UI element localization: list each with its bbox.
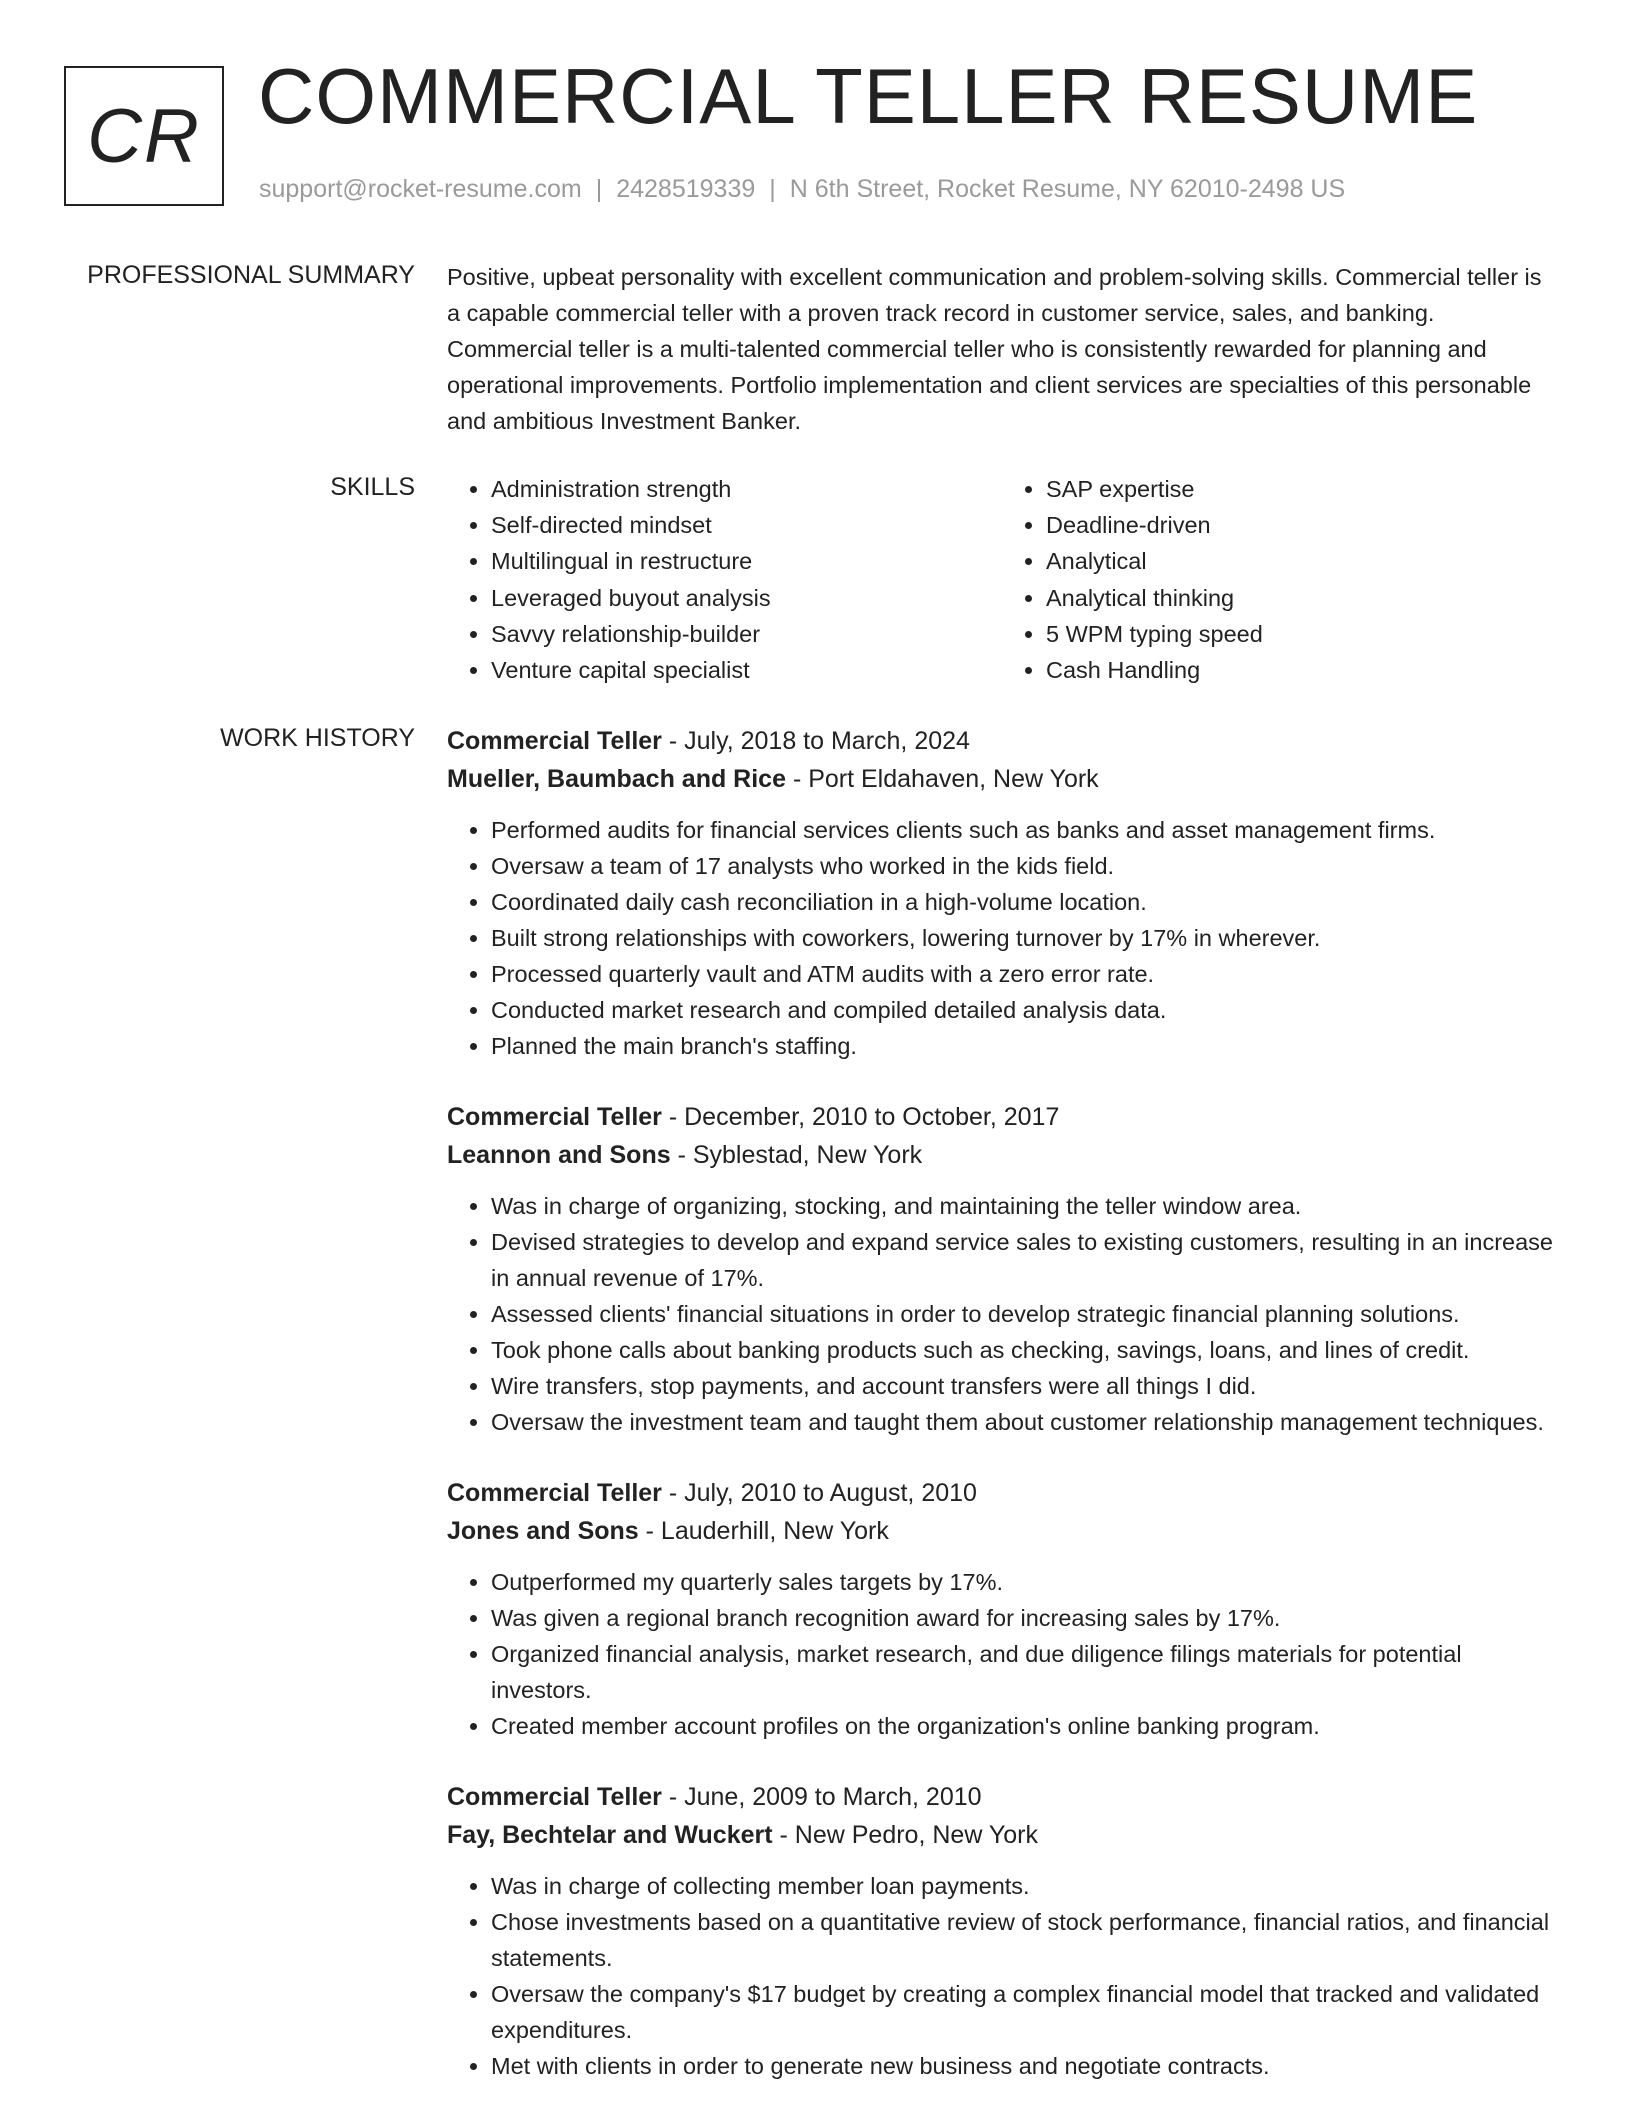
job-bullets — [447, 1188, 1557, 1440]
work-history-heading: WORK HISTORY — [220, 724, 415, 752]
skill-item: • Self-directed mindset — [491, 507, 1002, 543]
job-bullet: • Processed quarterly vault and ATM audits with a zero error rate. — [491, 956, 1557, 992]
job-title-line — [447, 1474, 1557, 1512]
job-bullet: • Was in charge of collecting member loan payments. — [491, 1868, 1557, 1904]
job-title-line — [447, 1778, 1557, 1816]
job-bullet: • Assessed clients' financial situations in order to develop strategic financial planning solutions. — [491, 1296, 1557, 1332]
summary-text: Positive, upbeat personality with excellent communication and problem-solving skills. Commercial teller is a capable commercial teller with a proven track record in customer service, sales, and banking. Commercial teller is a multi-talented commercial teller who is consistently rewarded for planning and operational improvements. Portfolio implementation and client services are specialties of this personable and ambitious Investment Banker. — [447, 264, 1542, 434]
job-company: Fay, Bechtelar and Wuckert — [447, 1821, 773, 1849]
job-entry — [447, 1778, 1557, 2084]
job-location: - Lauderhill, New York — [638, 1517, 889, 1545]
job-title: Commercial Teller — [447, 1479, 662, 1507]
resume-title: COMMERCIAL TELLER RESUME — [258, 52, 1479, 140]
contact-phone[interactable]: 2428519339 — [616, 175, 756, 203]
job-company: Mueller, Baumbach and Rice — [447, 765, 786, 793]
job-bullet: • Met with clients in order to generate new business and negotiate contracts. — [491, 2048, 1557, 2084]
skill-item: • Multilingual in restructure — [491, 543, 1002, 579]
work-history-body — [447, 722, 1557, 2118]
skill-item: • Analytical — [1046, 543, 1557, 579]
contact-separator: | — [595, 175, 603, 203]
job-bullet: • Oversaw the company's $17 budget by creating a complex financial model that tracked and validated expenditures. — [491, 1976, 1557, 2048]
job-dates: - July, 2018 to March, 2024 — [661, 727, 970, 755]
job-dates: - June, 2009 to March, 2010 — [661, 1783, 982, 1811]
monogram-logo: CR — [64, 66, 224, 206]
skill-item: • SAP expertise — [1046, 471, 1557, 507]
skills-column-right — [1002, 471, 1557, 688]
job-bullet: • Created member account profiles on the organization's online banking program. — [491, 1708, 1557, 1744]
skills-column-left — [447, 471, 1002, 688]
job-dates: - July, 2010 to August, 2010 — [661, 1479, 977, 1507]
job-bullet: • Built strong relationships with coworkers, lowering turnover by 17% in wherever. — [491, 920, 1557, 956]
job-location: - New Pedro, New York — [772, 1821, 1038, 1849]
job-title: Commercial Teller — [447, 727, 662, 755]
job-company: Jones and Sons — [447, 1517, 639, 1545]
job-bullet: • Chose investments based on a quantitative review of stock performance, financial ratios, and financial statements. — [491, 1904, 1557, 1976]
job-location: - Syblestad, New York — [670, 1141, 923, 1169]
job-title: Commercial Teller — [447, 1783, 662, 1811]
job-bullets — [447, 812, 1557, 1064]
job-title-line — [447, 722, 1557, 760]
job-bullet: • Outperformed my quarterly sales targets by 17%. — [491, 1564, 1557, 1600]
contact-line — [259, 175, 1345, 204]
job-entry — [447, 1474, 1557, 1744]
skill-item: • Analytical thinking — [1046, 580, 1557, 616]
skill-item: • 5 WPM typing speed — [1046, 616, 1557, 652]
job-company-line — [447, 1136, 1557, 1174]
skill-item: • Savvy relationship-builder — [491, 616, 1002, 652]
skill-item: • Venture capital specialist — [491, 652, 1002, 688]
skills-heading: SKILLS — [330, 473, 415, 501]
job-bullet: • Oversaw a team of 17 analysts who worked in the kids field. — [491, 848, 1557, 884]
job-bullet: • Was given a regional branch recognition award for increasing sales by 17%. — [491, 1600, 1557, 1636]
summary-heading: PROFESSIONAL SUMMARY — [87, 261, 415, 289]
skill-item: • Administration strength — [491, 471, 1002, 507]
skills-grid — [447, 471, 1557, 688]
job-title-line — [447, 1098, 1557, 1136]
skill-item: • Cash Handling — [1046, 652, 1557, 688]
job-dates: - December, 2010 to October, 2017 — [661, 1103, 1060, 1131]
job-bullet: • Performed audits for financial services clients such as banks and asset management firms. — [491, 812, 1557, 848]
job-entry — [447, 722, 1557, 1064]
job-entry — [447, 1098, 1557, 1440]
job-bullets — [447, 1868, 1557, 2084]
job-company-line — [447, 1512, 1557, 1550]
job-bullet: • Took phone calls about banking products such as checking, savings, loans, and lines of credit. — [491, 1332, 1557, 1368]
skill-item: • Leveraged buyout analysis — [491, 580, 1002, 616]
job-bullet: • Was in charge of organizing, stocking, and maintaining the teller window area. — [491, 1188, 1557, 1224]
job-title: Commercial Teller — [447, 1103, 662, 1131]
job-company-line — [447, 760, 1557, 798]
job-bullet: • Planned the main branch's staffing. — [491, 1028, 1557, 1064]
contact-address: N 6th Street, Rocket Resume, NY 62010-2498 US — [789, 175, 1346, 203]
contact-separator: | — [769, 175, 776, 203]
job-company-line — [447, 1816, 1557, 1854]
skill-item: • Deadline-driven — [1046, 507, 1557, 543]
job-bullet: • Organized financial analysis, market research, and due diligence filings materials for potential investors. — [491, 1636, 1557, 1708]
skills-body — [447, 471, 1557, 688]
job-bullet: • Devised strategies to develop and expand service sales to existing customers, resulting in an increase in annual revenue of 17%. — [491, 1224, 1557, 1296]
job-company: Leannon and Sons — [447, 1141, 671, 1169]
job-bullet: • Oversaw the investment team and taught them about customer relationship management techniques. — [491, 1404, 1557, 1440]
job-location: - Port Eldahaven, New York — [786, 765, 1099, 793]
job-bullet: • Conducted market research and compiled detailed analysis data. — [491, 992, 1557, 1028]
contact-email[interactable]: support@rocket-resume.com — [259, 175, 582, 203]
job-bullets — [447, 1564, 1557, 1744]
job-bullet: • Coordinated daily cash reconciliation in a high-volume location. — [491, 884, 1557, 920]
job-bullet: • Wire transfers, stop payments, and account transfers were all things I did. — [491, 1368, 1557, 1404]
